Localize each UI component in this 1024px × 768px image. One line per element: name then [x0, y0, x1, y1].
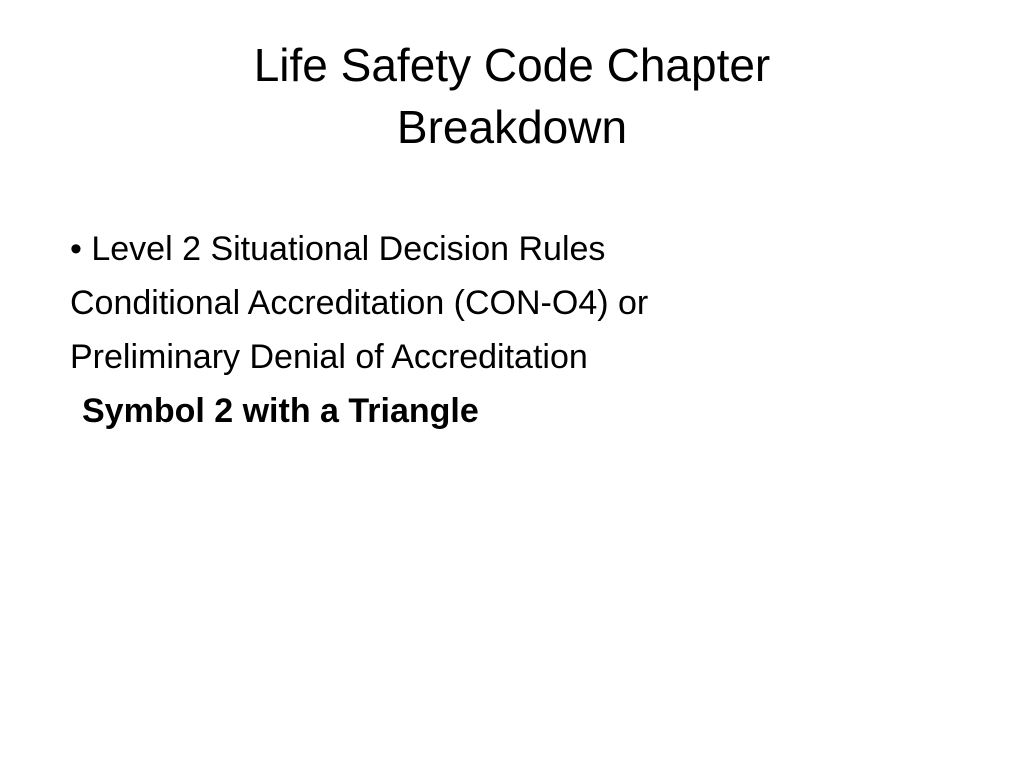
slide-body: [70, 222, 970, 438]
bullet-line-1: [70, 222, 970, 276]
bullet-emphasis: Symbol 2 with a Triangle: [82, 392, 479, 430]
slide-title: [112, 34, 912, 158]
bullet-line-2: Conditional Accreditation (CON-O4) or: [70, 284, 649, 322]
bullet-text-1: Level 2 Situational Decision Rules: [91, 230, 606, 268]
slide-title-line-1: Life Safety Code Chapter: [253, 39, 771, 91]
slide-title-line-2: Breakdown: [396, 101, 628, 153]
bullet-line-3: Preliminary Denial of Accreditation: [70, 338, 588, 376]
bullet-marker: •: [70, 230, 82, 268]
